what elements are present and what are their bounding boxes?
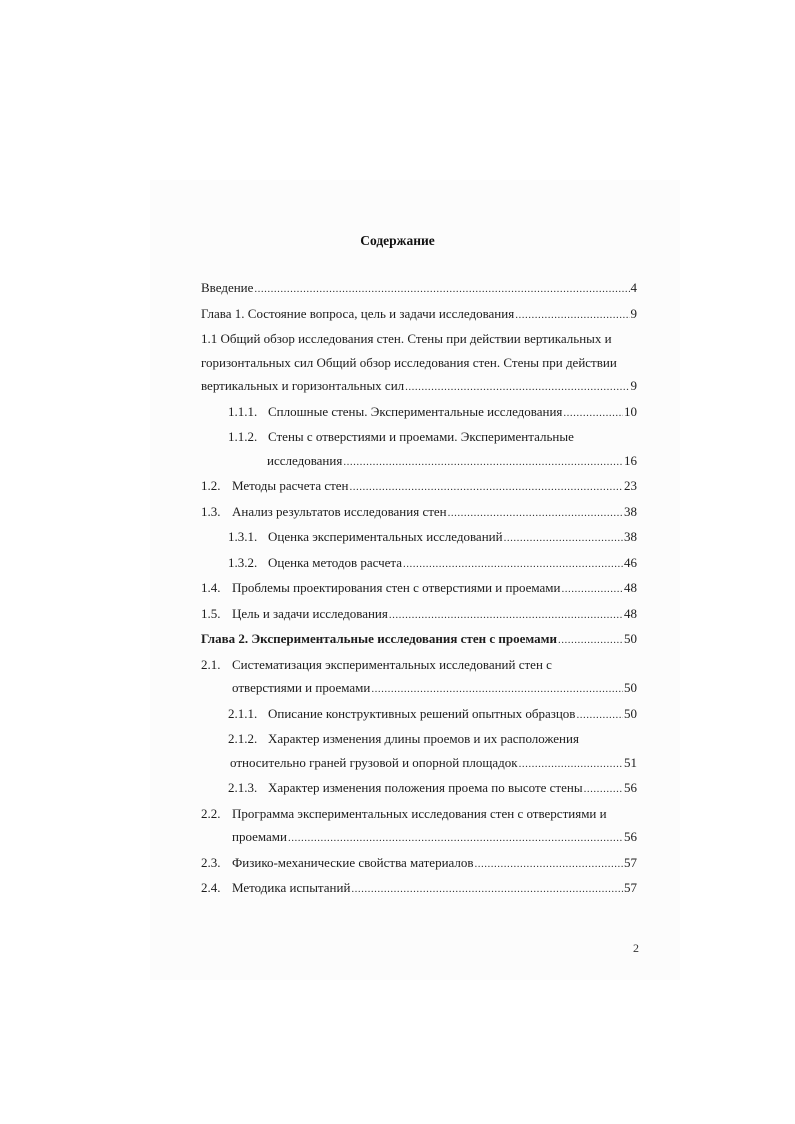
toc-leader <box>405 376 629 400</box>
toc-entry-text: Стены с отверстиями и проемами. Экспериментальные <box>268 429 574 444</box>
toc-page-number: 48 <box>624 605 637 621</box>
toc-entry-text: Описание конструктивных решений опытных образцов <box>268 705 576 721</box>
toc-entry-text: Программа экспериментальных исследования стен с отверстиями и <box>232 805 607 821</box>
table-of-contents <box>201 276 637 902</box>
toc-leader <box>562 578 624 602</box>
toc-entry-text: отверстиями и проемами <box>232 680 371 695</box>
toc-entry-text: Характер изменения положения проема по высоте стены <box>268 780 583 795</box>
toc-page-number: 38 <box>624 529 637 544</box>
toc-entry-text: Цель и задачи исследования <box>232 605 388 621</box>
toc-page-number: 50 <box>624 680 637 695</box>
toc-entry-number: 2.2. <box>201 805 221 821</box>
toc-entry-number: 1.5. <box>201 605 221 621</box>
toc-entry-text: Проблемы проектирования стен с отверстиями и проемами <box>232 580 561 595</box>
toc-leader <box>519 753 623 777</box>
toc-entry-1-1-2[interactable] <box>201 425 637 474</box>
toc-page-number: 57 <box>624 854 637 870</box>
toc-leader <box>389 604 623 628</box>
toc-entry-text: Глава 1. Состояние вопроса, цель и задачи исследования <box>201 305 515 321</box>
toc-entry-text: исследования <box>267 452 343 468</box>
toc-entry-1-3-2[interactable] <box>201 551 637 577</box>
toc-entry-text: Сплошные стены. Экспериментальные исследования <box>268 403 563 419</box>
toc-page-number: 46 <box>624 554 637 570</box>
toc-entry-1-5[interactable] <box>201 602 637 628</box>
toc-page-number: 57 <box>624 880 637 895</box>
toc-leader <box>448 502 623 526</box>
toc-entry-number: 1.3.2. <box>228 554 258 570</box>
toc-page-number: 51 <box>624 754 637 770</box>
toc-entry-number: 1.3. <box>201 503 221 519</box>
toc-entry-text: относительно граней грузовой и опорной площадок <box>230 754 518 770</box>
toc-entry-1-3[interactable] <box>201 500 637 526</box>
toc-entry-text: проемами <box>232 829 287 844</box>
toc-entry-text: Методы расчета стен <box>232 478 349 493</box>
toc-entry-2-2[interactable] <box>201 802 637 851</box>
toc-entry-number: 2.1.3. <box>228 780 258 795</box>
toc-entry-text: Систематизация экспериментальных исследований стен с <box>232 656 552 672</box>
toc-entry-number: 2.4. <box>201 880 221 895</box>
toc-entry-chapter-2[interactable] <box>201 627 637 653</box>
toc-leader <box>576 704 623 728</box>
toc-entry-text: Оценка экспериментальных исследований <box>268 529 503 544</box>
toc-page-number: 9 <box>630 305 637 321</box>
toc-page-number: 9 <box>630 378 637 393</box>
toc-entry-number: 2.1.1. <box>228 705 258 721</box>
toc-leader <box>254 278 629 302</box>
toc-leader <box>563 402 623 426</box>
toc-entry-1-2[interactable] <box>201 474 637 500</box>
toc-leader <box>558 629 623 653</box>
toc-entry-1-4[interactable] <box>201 576 637 602</box>
toc-leader <box>504 527 623 551</box>
toc-entry-intro[interactable] <box>201 276 637 302</box>
toc-entry-1-3-1[interactable] <box>201 525 637 551</box>
page-number: 2 <box>633 941 639 955</box>
toc-entry-number: 2.3. <box>201 854 221 870</box>
toc-entry-text: Методика испытаний <box>232 880 351 895</box>
toc-leader <box>515 304 629 328</box>
toc-leader <box>351 878 623 902</box>
toc-entry-number: 1.3.1. <box>228 529 258 544</box>
toc-entry-2-1-3[interactable] <box>201 776 637 802</box>
toc-leader <box>371 678 623 702</box>
toc-leader <box>584 778 623 802</box>
toc-entry-text: Глава 2. Экспериментальные исследования стен с проемами <box>201 631 557 646</box>
toc-entry-1-1[interactable] <box>201 327 637 400</box>
toc-page-number: 4 <box>630 280 637 295</box>
toc-leader <box>288 827 623 851</box>
toc-page-number: 16 <box>624 452 637 468</box>
toc-leader <box>343 451 623 475</box>
toc-entry-number: 1.1.2. <box>228 429 258 444</box>
toc-page-number: 50 <box>624 631 637 646</box>
toc-page-number: 23 <box>624 478 637 493</box>
toc-entry-2-1-2[interactable] <box>201 727 637 776</box>
toc-page-number: 56 <box>624 780 637 795</box>
toc-leader <box>475 853 623 877</box>
toc-entry-2-1[interactable] <box>201 653 637 702</box>
toc-leader <box>403 553 623 577</box>
toc-entry-number: 1.4. <box>201 580 221 595</box>
toc-page-number: 50 <box>624 705 637 721</box>
toc-entry-text: Анализ результатов исследования стен <box>232 503 447 519</box>
toc-page-number: 48 <box>624 580 637 595</box>
toc-entry-number: 2.1.2. <box>228 731 258 746</box>
toc-entry-2-4[interactable] <box>201 876 637 902</box>
toc-entry-text: Физико-механические свойства материалов <box>232 854 474 870</box>
toc-entry-chapter-1[interactable] <box>201 302 637 328</box>
toc-page-number: 56 <box>624 829 637 844</box>
toc-entry-text: вертикальных и горизонтальных сил <box>201 378 405 393</box>
document-title: Содержание <box>360 233 435 248</box>
toc-entry-text: Характер изменения длины проемов и их расположения <box>268 731 579 746</box>
toc-entry-2-1-1[interactable] <box>201 702 637 728</box>
toc-entry-2-3[interactable] <box>201 851 637 877</box>
toc-entry-text: горизонтальных сил Общий обзор исследования стен. Стены при действии <box>201 354 617 370</box>
toc-leader <box>350 476 623 500</box>
toc-page-number: 38 <box>624 503 637 519</box>
toc-entry-1-1-1[interactable] <box>201 400 637 426</box>
toc-entry-text: Оценка методов расчета <box>268 554 403 570</box>
toc-entry-number: 2.1. <box>201 656 221 672</box>
toc-entry-text: 1.1 Общий обзор исследования стен. Стены при действии вертикальных и <box>201 331 612 346</box>
toc-entry-number: 1.2. <box>201 478 221 493</box>
toc-entry-text: Введение <box>201 280 254 295</box>
toc-entry-number: 1.1.1. <box>228 403 258 419</box>
toc-page-number: 10 <box>624 403 637 419</box>
